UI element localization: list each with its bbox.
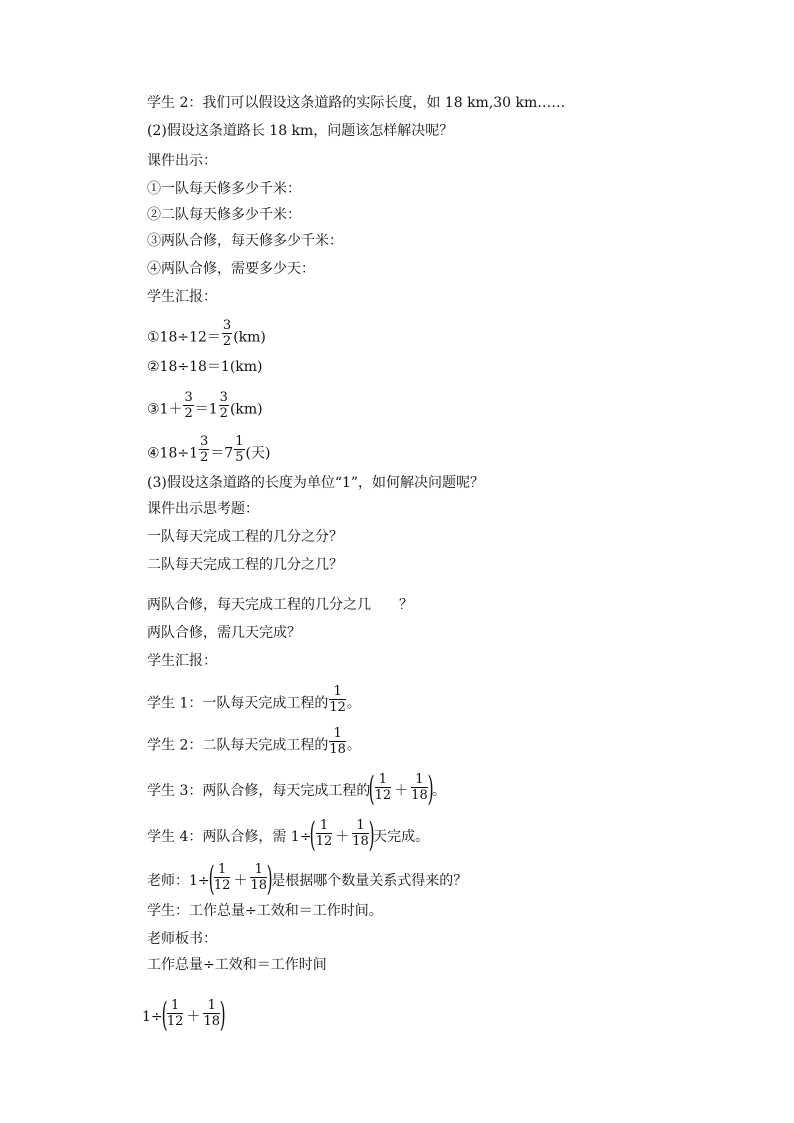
teacher-question: 老师：1÷( $\frac{1}{12}$ ＋ $\frac{1}{18}$ )是根据哪个数量关系式得来的？: [147, 859, 468, 899]
board-formula: 1÷( $\frac{1}{12}$ ＋ $\frac{1}{18}$ ): [142, 995, 226, 1035]
student-1-answer: 学生 1：一队每天完成工程的 $\frac{1}{12}$ 。: [147, 684, 361, 715]
text-line: 二队每天完成工程的几分之几？: [147, 557, 343, 573]
fraction: $\frac{3}{2}$: [184, 390, 193, 421]
fraction: $\frac{3}{2}$: [222, 318, 232, 349]
equation-1: ①18÷12＝ $\frac{3}{2}$ (km): [147, 318, 266, 349]
fraction: $\frac{1}{18}$: [203, 997, 220, 1029]
text-line: ④两队合修，需要多少天：: [147, 261, 315, 277]
equation-3: ③1＋ $\frac{3}{2}$ ＝1 $\frac{3}{2}$ (km): [147, 390, 263, 421]
student-4-answer: 学生 4：两队合修，需 1÷( $\frac{1}{12}$ ＋ $\frac{1}{18}$ )天完成。: [147, 815, 430, 855]
text-line: 老师板书：: [147, 931, 217, 947]
fraction: $\frac{1}{18}$: [411, 771, 428, 803]
text-line: 学生：工作总量÷工效和＝工作时间。: [147, 903, 383, 919]
fraction: $\frac{1}{12}$: [374, 771, 392, 803]
fraction: $\frac{1}{18}$: [329, 726, 346, 757]
equation-4: ④18÷1 $\frac{3}{2}$ ＝7 $\frac{1}{5}$ (天): [147, 434, 271, 465]
fraction: $\frac{1}{5}$: [235, 434, 244, 465]
fraction: $\frac{1}{12}$: [315, 817, 333, 849]
text-line: (3)假设这条道路的长度为单位“1”，如何解决问题呢？: [147, 475, 485, 491]
text-line: ①一队每天修多少千米：: [147, 181, 301, 197]
fraction: $\frac{3}{2}$: [219, 390, 228, 421]
fraction: $\frac{1}{18}$: [352, 817, 369, 849]
text-line: 两队合修，每天完成工程的几分之几 ？: [147, 597, 413, 613]
student-3-answer: 学生 3：两队合修，每天完成工程的( $\frac{1}{12}$ ＋ $\frac{1}{18}$ )。: [147, 769, 446, 809]
student-2-answer: 学生 2：二队每天完成工程的 $\frac{1}{18}$ 。: [147, 726, 361, 757]
text-line: 学生 2：我们可以假设这条道路的实际长度，如 18 km,30 km……: [147, 95, 566, 111]
fraction: $\frac{3}{2}$: [200, 434, 209, 465]
fraction: $\frac{1}{12}$: [213, 861, 231, 893]
equation-2: ②18÷18＝1(km): [147, 359, 263, 375]
text-line: 课件出示思考题：: [147, 501, 259, 517]
text-line: 工作总量÷工效和＝工作时间: [147, 957, 327, 973]
text-line: 学生汇报：: [147, 653, 217, 669]
text-line: 学生汇报：: [147, 289, 217, 305]
text-line: ②二队每天修多少千米：: [147, 207, 301, 223]
text-line: 课件出示：: [147, 153, 217, 169]
fraction: $\frac{1}{12}$: [329, 684, 346, 715]
text-line: 一队每天完成工程的几分之分？: [147, 529, 343, 545]
text-line: (2)假设这条道路长 18 km，问题该怎样解决呢？: [147, 123, 454, 139]
text-line: 两队合修，需几天完成？: [147, 625, 301, 641]
fraction: $\frac{1}{18}$: [250, 861, 267, 893]
fraction: $\frac{1}{12}$: [166, 997, 184, 1029]
text-line: ③两队合修，每天修多少千米：: [147, 233, 343, 249]
